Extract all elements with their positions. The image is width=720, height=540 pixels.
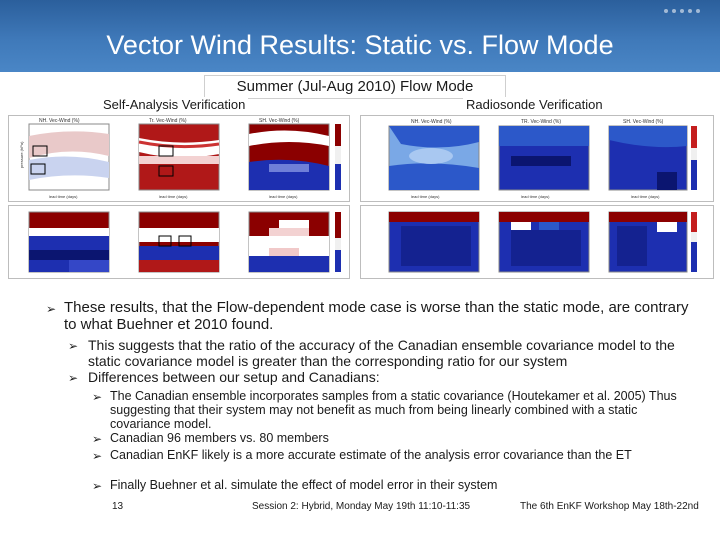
svg-text:lead time (days): lead time (days) <box>269 194 298 199</box>
svg-text:TR. Vec-Wind (%): TR. Vec-Wind (%) <box>521 119 562 125</box>
bullet-arrow-icon: ➢ <box>46 302 57 316</box>
self-analysis-row-2 <box>8 205 350 279</box>
bullet-enkf-accuracy: Canadian EnKF likely is a more accurate estimate of the analysis error covariance than the ET <box>110 448 632 462</box>
slide-title: Vector Wind Results: Static vs. Flow Mode <box>106 30 614 60</box>
bullet-main: These results, that the Flow-dependent mode case is worse than the static mode, are contrary to what Buehner et 2010 found. <box>64 299 689 333</box>
svg-text:lead time (days): lead time (days) <box>521 194 550 199</box>
colorbar-radiosonde-top <box>691 126 697 190</box>
slide-subtitle: Summer (Jul-Aug 2010) Flow Mode <box>204 75 506 99</box>
bullet-ensemble-samples: The Canadian ensemble incorporates samples from a static covariance (Houtekamer et al. 2005) Thus suggesting that their system may not benefit as much from being linearly combined with a static covariance model. <box>110 389 677 431</box>
colorbar-self-top <box>335 124 341 190</box>
self-analysis-row-1 <box>8 115 350 202</box>
radiosonde-row-1 <box>360 115 714 202</box>
svg-text:lead time (days): lead time (days) <box>411 194 440 199</box>
svg-text:lead time (days): lead time (days) <box>49 194 78 199</box>
svg-text:lead time (days): lead time (days) <box>159 194 188 199</box>
decorative-dots-icon <box>662 6 702 16</box>
panel-sh-radiosonde-flow <box>609 212 687 272</box>
page-number: 13 <box>112 501 124 512</box>
panel-tr-radiosonde-flow <box>499 212 589 272</box>
panel-nh-flow <box>29 212 109 272</box>
bullet-arrow-icon: ➢ <box>92 432 103 446</box>
workshop-footer: The 6th EnKF Workshop May 18th-22nd <box>520 501 699 512</box>
svg-text:lead time (days): lead time (days) <box>631 194 660 199</box>
panel-sh-radiosonde-static <box>609 119 687 190</box>
svg-text:pressure (hPa): pressure (hPa) <box>19 141 24 168</box>
panel-tr-radiosonde-static <box>499 119 589 190</box>
bullet-members: Canadian 96 members vs. 80 members <box>110 431 329 445</box>
panel-sh-flow <box>249 212 329 272</box>
svg-text:SH. Vec-Wind (%): SH. Vec-Wind (%) <box>259 118 300 124</box>
panel-sh-static <box>249 118 329 190</box>
self-analysis-label: Self-Analysis Verification <box>100 97 248 112</box>
radiosonde-row-2 <box>360 205 714 279</box>
panel-tr-static <box>139 118 219 190</box>
colorbar-self-bottom <box>335 212 341 272</box>
bullet-differences: Differences between our setup and Canadians: <box>88 369 380 385</box>
svg-text:NH. Vec-Wind (%): NH. Vec-Wind (%) <box>411 119 452 125</box>
bullet-arrow-icon: ➢ <box>68 371 79 385</box>
svg-text:Tr. Vec-Wind (%): Tr. Vec-Wind (%) <box>149 118 187 124</box>
panel-nh-radiosonde-static <box>389 119 479 190</box>
colorbar-radiosonde-bottom <box>691 212 697 272</box>
panel-nh-static <box>19 118 109 190</box>
panel-tr-flow <box>139 212 219 272</box>
bullet-model-error: Finally Buehner et al. simulate the effect of model error in their system <box>110 478 498 492</box>
radiosonde-label: Radiosonde Verification <box>463 97 606 112</box>
bullet-ratio: This suggests that the ratio of the accuracy of the Canadian ensemble covariance model to the static covariance model is greater than the corresponding ratio for our system <box>88 337 675 369</box>
panel-nh-radiosonde-flow <box>389 212 479 272</box>
svg-text:NH. Vec-Wind (%): NH. Vec-Wind (%) <box>39 118 80 124</box>
svg-text:SH. Vec-Wind (%): SH. Vec-Wind (%) <box>623 119 664 125</box>
bullet-arrow-icon: ➢ <box>68 339 79 353</box>
bullet-arrow-icon: ➢ <box>92 479 103 493</box>
bullet-arrow-icon: ➢ <box>92 390 103 404</box>
session-footer: Session 2: Hybrid, Monday May 19th 11:10-11:35 <box>252 501 471 512</box>
bullet-arrow-icon: ➢ <box>92 449 103 463</box>
